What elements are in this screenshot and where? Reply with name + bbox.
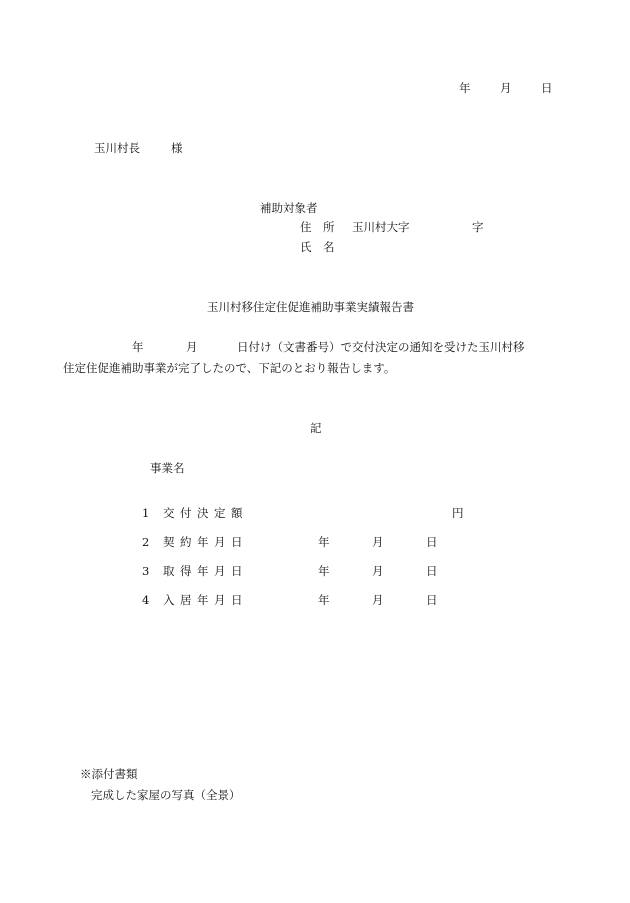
ki-marker: 記 — [310, 421, 322, 435]
item-label: 取得年月日 — [163, 564, 248, 578]
item-day: 日 — [426, 564, 438, 578]
body-line2-text: 住定住促進補助事業が完了したので、下記のとおり報告します。 — [63, 361, 396, 375]
item-year: 年 — [318, 564, 330, 578]
item-unit: 円 — [452, 506, 464, 520]
body-month-label: 月 — [186, 340, 198, 354]
address-label: 住 所 — [300, 220, 335, 234]
addressee-name: 玉川村長 — [94, 141, 140, 155]
item-label: 入居年月日 — [163, 593, 248, 607]
item-number: 1 — [142, 506, 150, 520]
name-label: 氏 名 — [300, 240, 335, 254]
document-title: 玉川村移住定住促進補助事業実績報告書 — [207, 300, 414, 314]
item-number: 2 — [142, 535, 150, 549]
date-month-label: 月 — [500, 81, 512, 95]
item-month: 月 — [372, 593, 384, 607]
address-value: 玉川村大字 — [352, 220, 410, 234]
item-year: 年 — [318, 535, 330, 549]
item-number: 4 — [142, 593, 150, 607]
project-name-label: 事業名 — [150, 461, 185, 475]
addressee-honorific: 様 — [171, 141, 183, 155]
body-line1-text: 日付け（文書番号）で交付決定の通知を受けた玉川村移 — [237, 340, 525, 354]
address-suffix: 字 — [472, 220, 484, 234]
item-label: 契約年月日 — [163, 535, 248, 549]
item-day: 日 — [426, 535, 438, 549]
applicant-heading: 補助対象者 — [260, 201, 318, 215]
attachments-heading: ※添付書類 — [80, 767, 138, 781]
item-year: 年 — [318, 593, 330, 607]
item-day: 日 — [426, 593, 438, 607]
attachment-item: 完成した家屋の写真（全景） — [91, 788, 241, 802]
item-month: 月 — [372, 564, 384, 578]
date-day-label: 日 — [541, 81, 553, 95]
date-year-label: 年 — [459, 81, 471, 95]
item-number: 3 — [142, 564, 150, 578]
body-year-label: 年 — [132, 340, 144, 354]
item-label: 交付決定額 — [163, 506, 248, 520]
item-month: 月 — [372, 535, 384, 549]
